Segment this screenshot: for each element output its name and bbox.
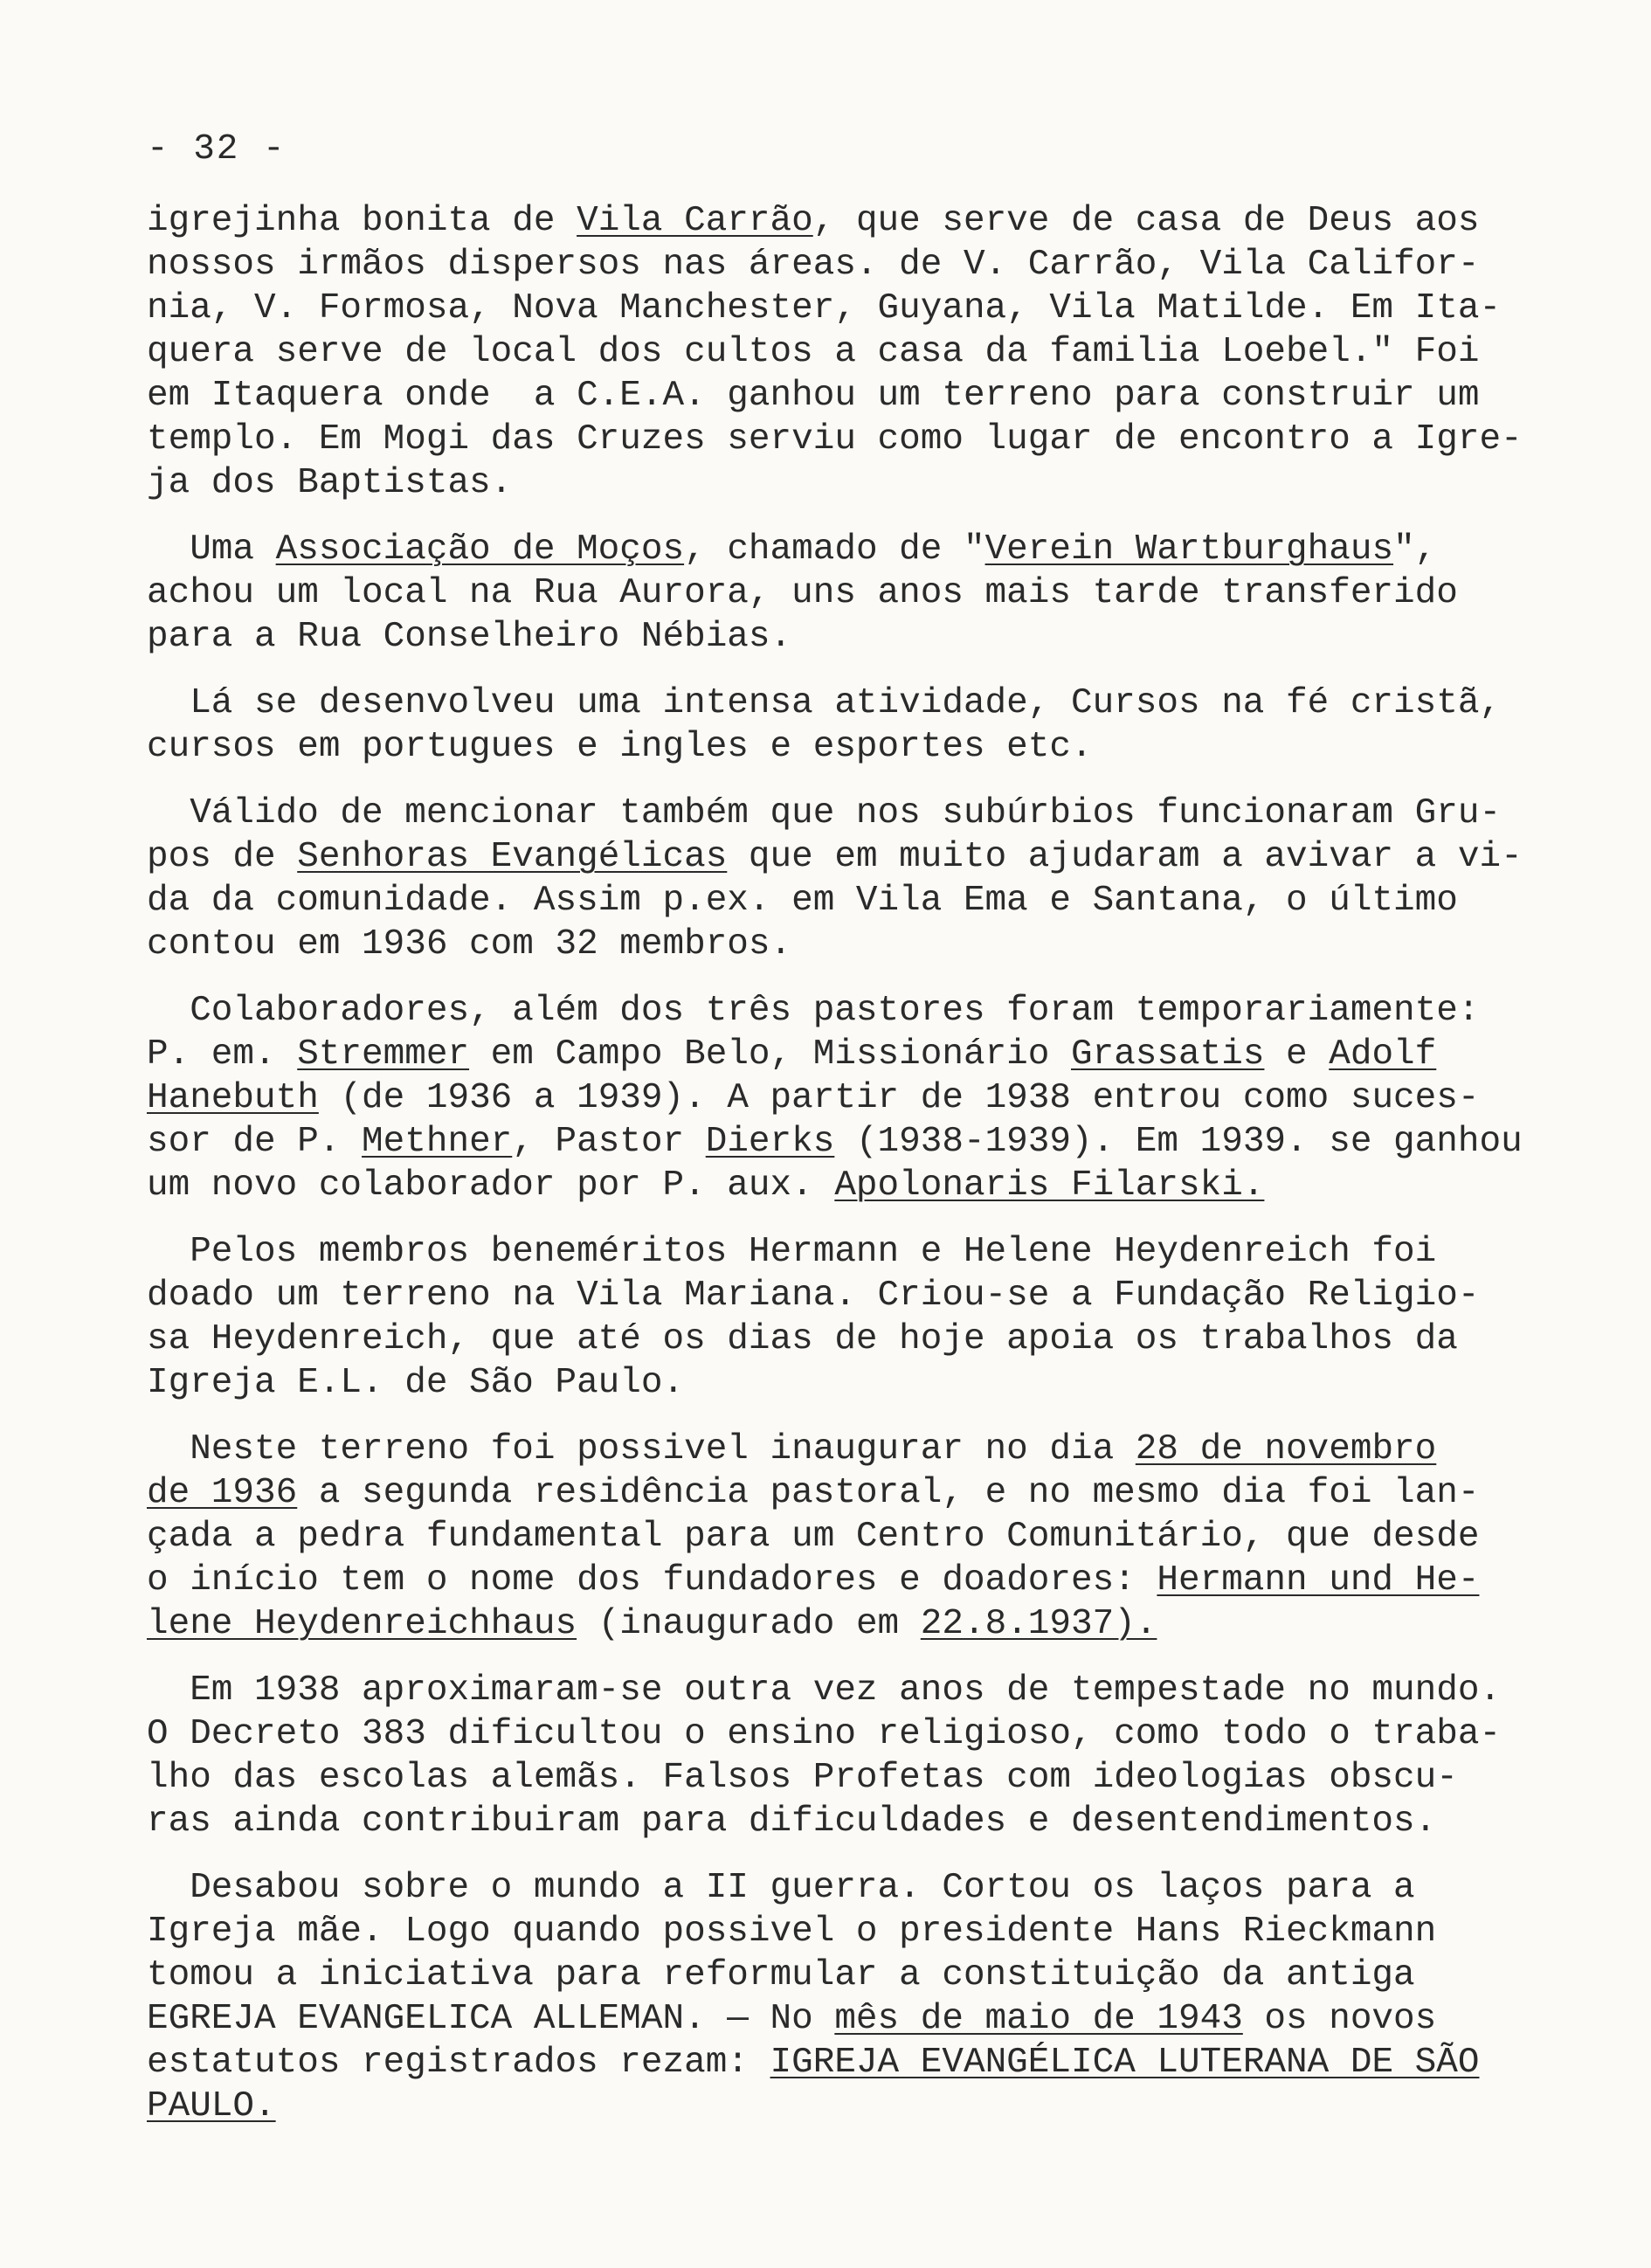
text-line <box>147 199 1562 243</box>
underlined-text: Grassatis <box>1071 1034 1265 1075</box>
text-line <box>147 1361 1562 1405</box>
text-segment: çada a pedra fundamental para um Centro Comunitário, que desde <box>147 1517 1480 1557</box>
underlined-text: Verein Wartburghaus <box>984 529 1394 570</box>
text-segment: igrejinha bonita de <box>147 201 577 241</box>
text-segment: quera serve de local dos cultos a casa da familia Loebel." Foi <box>147 332 1480 372</box>
text-line <box>147 1997 1562 2041</box>
text-line <box>147 461 1562 505</box>
underlined-text: IGREJA EVANGÉLICA LUTERANA DE SÃO <box>770 2043 1480 2083</box>
paragraph <box>147 528 1562 659</box>
text-segment: Em 1938 aproximaram-se outra vez anos de tempestade no mundo. <box>147 1670 1502 1711</box>
text-line <box>147 1602 1562 1646</box>
text-line <box>147 1910 1562 1953</box>
text-line <box>147 1033 1562 1076</box>
underlined-text: Stremmer <box>297 1034 470 1075</box>
underlined-text: Hermann und He- <box>1157 1560 1480 1601</box>
text-segment: , Pastor <box>512 1122 706 1162</box>
text-segment: ", <box>1393 529 1437 570</box>
text-segment: para a Rua Conselheiro Nébias. <box>147 617 792 657</box>
text-segment: cursos em portugues e ingles e esportes etc. <box>147 727 1093 767</box>
text-segment: a segunda residência pastoral, e no mesmo dia foi lan- <box>297 1473 1480 1513</box>
text-segment: Pelos membros beneméritos Hermann e Helene Heydenreich foi <box>147 1232 1437 1272</box>
text-segment: doado um terreno na Vila Mariana. Criou-se a Fundação Religio- <box>147 1276 1480 1316</box>
underlined-text: Adolf <box>1329 1034 1437 1075</box>
text-line <box>147 923 1562 966</box>
text-line <box>147 528 1562 571</box>
underlined-text: Hanebuth <box>147 1078 319 1118</box>
text-line <box>147 681 1562 725</box>
text-segment: sa Heydenreich, que até os dias de hoje apoia os trabalhos da <box>147 1319 1458 1359</box>
text-segment: contou em 1936 com 32 membros. <box>147 924 792 965</box>
text-line <box>147 1230 1562 1274</box>
text-segment: Desabou sobre o mundo a II guerra. Cortou os laços para a <box>147 1868 1415 1908</box>
text-line <box>147 1274 1562 1317</box>
text-segment: (inaugurado em <box>577 1604 921 1644</box>
text-segment: um novo colaborador por P. aux. <box>147 1165 835 1206</box>
text-segment: nossos irmãos dispersos nas áreas. de V. Carrão, Vila Califor- <box>147 245 1480 285</box>
text-line <box>147 330 1562 374</box>
text-line <box>147 1076 1562 1120</box>
text-line <box>147 2041 1562 2085</box>
underlined-text: PAULO. <box>147 2086 276 2126</box>
document-body <box>147 199 1562 2151</box>
underlined-text: Methner <box>362 1122 513 1162</box>
text-segment: que em muito ajudaram a avivar a vi- <box>727 837 1523 877</box>
text-line <box>147 2085 1562 2128</box>
text-segment: os novos <box>1242 1999 1437 2039</box>
text-line <box>147 615 1562 659</box>
text-segment: Igreja E.L. de São Paulo. <box>147 1363 685 1403</box>
text-segment: da da comunidade. Assim p.ex. em Vila Ema e Santana, o último <box>147 881 1458 921</box>
text-segment: nia, V. Formosa, Nova Manchester, Guyana, Vila Matilde. Em Ita- <box>147 288 1502 328</box>
text-segment: e <box>1264 1034 1330 1075</box>
text-line <box>147 1471 1562 1515</box>
text-line <box>147 1428 1562 1471</box>
text-line <box>147 1120 1562 1164</box>
underlined-text: mês de maio de 1943 <box>834 1999 1243 2039</box>
text-line <box>147 1669 1562 1712</box>
underlined-text: 28 de novembro <box>1135 1429 1437 1469</box>
paragraph <box>147 1866 1562 2128</box>
paragraph <box>147 1230 1562 1405</box>
text-segment: templo. Em Mogi das Cruzes serviu como lugar de encontro a Igre- <box>147 419 1523 460</box>
text-segment: (de 1936 a 1939). A partir de 1938 entrou como suces- <box>318 1078 1480 1118</box>
text-line <box>147 792 1562 835</box>
text-segment: em Itaquera onde a C.E.A. ganhou um terreno para construir um <box>147 376 1480 416</box>
underlined-text: lene Heydenreichhaus <box>147 1604 577 1644</box>
text-segment: o início tem o nome dos fundadores e doadores: <box>147 1560 1157 1601</box>
paragraph <box>147 199 1562 505</box>
text-line <box>147 1317 1562 1361</box>
text-segment: Uma <box>147 529 276 570</box>
text-line <box>147 243 1562 287</box>
underlined-text: Associação de Moços <box>275 529 685 570</box>
text-segment: EGREJA EVANGELICA ALLEMAN. — No <box>147 1999 835 2039</box>
text-segment: Neste terreno foi possivel inaugurar no dia <box>147 1429 1136 1469</box>
paragraph <box>147 792 1562 966</box>
text-line <box>147 835 1562 879</box>
text-segment: ja dos Baptistas. <box>147 463 513 503</box>
underlined-text: Vila Carrão <box>577 201 813 241</box>
text-line <box>147 1866 1562 1910</box>
text-line <box>147 571 1562 615</box>
text-line <box>147 1953 1562 1997</box>
text-line <box>147 418 1562 461</box>
underlined-text: Senhoras Evangélicas <box>297 837 728 877</box>
text-segment: sor de P. <box>147 1122 363 1162</box>
text-segment: (1938-1939). Em 1939. se ganhou <box>834 1122 1523 1162</box>
page-number: - 32 - <box>147 129 287 169</box>
text-segment: em Campo Belo, Missionário <box>469 1034 1071 1075</box>
text-line <box>147 1756 1562 1800</box>
text-segment: Lá se desenvolveu uma intensa atividade, Cursos na fé cristã, <box>147 683 1502 723</box>
text-segment: pos de <box>147 837 298 877</box>
text-line <box>147 1800 1562 1843</box>
paragraph <box>147 1428 1562 1646</box>
text-line <box>147 989 1562 1033</box>
underlined-text: Apolonaris Filarski. <box>834 1165 1265 1206</box>
text-segment: O Decreto 383 dificultou o ensino religioso, como todo o traba- <box>147 1714 1502 1754</box>
text-segment: Igreja mãe. Logo quando possivel o presidente Hans Rieckmann <box>147 1912 1437 1952</box>
text-segment: tomou a iniciativa para reformular a constituição da antiga <box>147 1955 1415 1995</box>
underlined-text: de 1936 <box>147 1473 298 1513</box>
text-segment: ras ainda contribuiram para dificuldades e desentendimentos. <box>147 1801 1437 1842</box>
text-segment: estatutos registrados rezam: <box>147 2043 770 2083</box>
paragraph <box>147 989 1562 1207</box>
text-segment: achou um local na Rua Aurora, uns anos mais tarde transferido <box>147 573 1458 613</box>
text-segment: P. em. <box>147 1034 298 1075</box>
paragraph <box>147 681 1562 769</box>
text-segment: , que serve de casa de Deus aos <box>812 201 1480 241</box>
text-line <box>147 374 1562 418</box>
paragraph <box>147 1669 1562 1843</box>
text-line <box>147 725 1562 769</box>
text-line <box>147 287 1562 330</box>
text-line <box>147 1559 1562 1602</box>
text-segment: Válido de mencionar também que nos subúrbios funcionaram Gru- <box>147 793 1502 833</box>
text-line <box>147 1164 1562 1207</box>
underlined-text: Dierks <box>705 1122 835 1162</box>
text-segment: lho das escolas alemãs. Falsos Profetas com ideologias obscu- <box>147 1758 1458 1798</box>
text-segment: Colaboradores, além dos três pastores foram temporariamente: <box>147 991 1480 1031</box>
underlined-text: 22.8.1937). <box>920 1604 1157 1644</box>
text-segment: , chamado de " <box>684 529 985 570</box>
text-line <box>147 879 1562 923</box>
text-line <box>147 1712 1562 1756</box>
text-line <box>147 1515 1562 1559</box>
